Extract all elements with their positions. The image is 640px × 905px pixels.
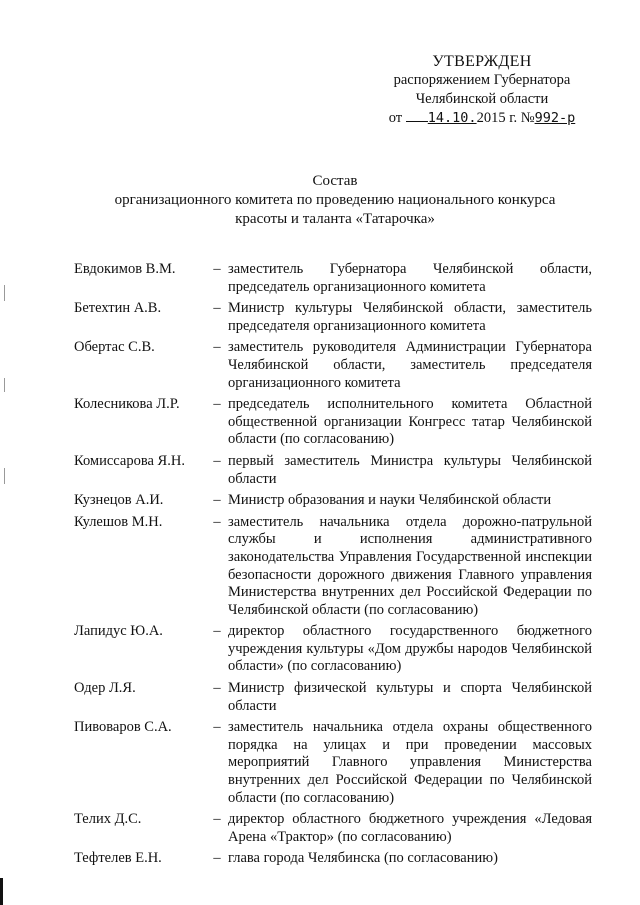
- member-name: Кузнецов А.И.: [74, 492, 164, 509]
- approval-stamp: [368, 52, 596, 128]
- member-dash: –: [213, 261, 221, 277]
- member-role: Министр образования и науки Челябинской области: [228, 492, 552, 509]
- member-role: глава города Челябинска (по согласованию): [228, 850, 498, 867]
- member-name: Комиссарова Я.Н.: [74, 452, 185, 469]
- member-dash: –: [213, 811, 221, 828]
- member-dash: –: [213, 492, 221, 509]
- member-role: Министр физической культуры и спорта Челябинской области: [228, 680, 592, 714]
- member-row: [74, 850, 592, 868]
- member-name: Кулешов М.Н.: [74, 513, 163, 530]
- member-dash: –: [213, 513, 221, 530]
- member-name: Бетехтин А.В.: [74, 300, 162, 317]
- scan-corner-mark: [0, 878, 3, 905]
- title-line-2: организационного комитета по проведению национального конкурса: [114, 192, 556, 208]
- scan-mark: [4, 468, 5, 484]
- members-list: [74, 261, 592, 872]
- member-role: заместитель руководителя Администрации Губернатора Челябинской области, заместитель председателя организационного комитета: [228, 339, 592, 391]
- date-prefix: от: [388, 110, 403, 126]
- member-name: Телих Д.С.: [74, 811, 142, 828]
- member-row: [74, 339, 592, 392]
- member-name: Евдокимов В.М.: [74, 261, 176, 277]
- member-role: заместитель начальника отдела дорожно-патрульной службы и исполнения административного законодательства Управления Государственной инспекции безопасности дорожного движения Главного управления Министерства внутренних дел Российской Федерации по Челябинской области (по согласованию): [228, 513, 592, 618]
- date-blank: [406, 109, 428, 122]
- member-role: первый заместитель Министра культуры Челябинской области: [228, 452, 592, 487]
- member-row: [74, 453, 592, 488]
- member-row: [74, 680, 592, 715]
- approval-heading: УТВЕРЖДЕН: [432, 53, 532, 70]
- date-value: 14.10.: [427, 110, 477, 126]
- title-line-3: красоты и таланта «Татарочка»: [235, 211, 435, 227]
- approval-line-2: Челябинской области: [415, 91, 549, 107]
- approval-line-1: распоряжением Губернатора: [393, 72, 571, 88]
- member-dash: –: [213, 396, 221, 413]
- member-row: [74, 396, 592, 449]
- member-dash: –: [213, 680, 221, 697]
- scan-mark: [4, 285, 5, 301]
- member-dash: –: [213, 452, 221, 469]
- member-row: [74, 719, 592, 807]
- approval-date-line: [368, 109, 596, 128]
- member-name: Обертас С.В.: [74, 339, 155, 356]
- member-dash: –: [213, 300, 221, 317]
- member-dash: –: [213, 339, 221, 356]
- member-row: [74, 514, 592, 620]
- member-row: [74, 623, 592, 676]
- member-name: Лапидус Ю.А.: [74, 623, 163, 640]
- member-dash: –: [213, 719, 221, 736]
- member-role: директор областного государственного бюджетного учреждения культуры «Дом дружбы народов Челябинской области» (по согласованию): [228, 623, 592, 675]
- member-name: Колесникова Л.Р.: [74, 396, 180, 413]
- member-role: председатель исполнительного комитета Областной общественной организации Конгресс татар Челябинской области (по согласованию): [228, 396, 592, 448]
- order-number: 992-р: [534, 110, 576, 126]
- member-row: [74, 492, 592, 510]
- member-role: Министр культуры Челябинской области, заместитель председателя организационного комитета: [228, 300, 592, 334]
- member-dash: –: [213, 623, 221, 640]
- member-role: заместитель Губернатора Челябинской области, председатель организационного комитета: [228, 261, 592, 295]
- date-year: 2015 г. №: [476, 110, 535, 126]
- member-row: [74, 811, 592, 846]
- member-role: директор областного бюджетного учреждения «Ледовая Арена «Трактор» (по согласованию): [228, 811, 592, 845]
- member-row: [74, 261, 592, 296]
- title-line-1: Состав: [312, 173, 358, 189]
- member-role: заместитель начальника отдела охраны общественного порядка на улицах и при проведении массовых мероприятий Главного управления Министерства внутренних дел Российской Федерации по Челябинской области (по согласованию): [228, 719, 592, 806]
- member-name: Пивоваров С.А.: [74, 719, 172, 736]
- member-row: [74, 300, 592, 335]
- member-name: Тефтелев Е.Н.: [74, 850, 162, 867]
- scan-mark: [4, 378, 5, 392]
- member-dash: –: [213, 850, 221, 867]
- member-name: Одер Л.Я.: [74, 680, 136, 697]
- document-title: [80, 172, 590, 229]
